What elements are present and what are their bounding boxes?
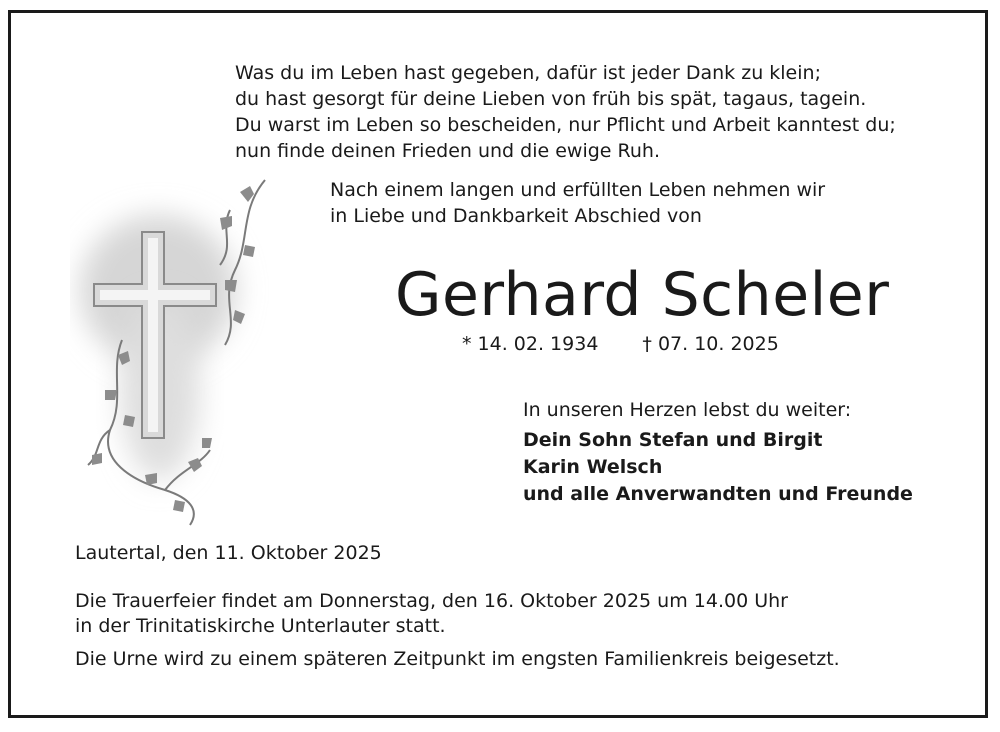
funeral-line: in der Trinitatiskirche Unterlauter statt. <box>75 615 446 637</box>
cross-with-ivy-icon <box>70 170 280 530</box>
intro-line: Nach einem langen und erfüllten Leben nehmen wir <box>330 179 826 201</box>
poem <box>235 60 896 164</box>
life-dates <box>462 330 779 358</box>
place-date: Lautertal, den 11. Oktober 2025 <box>75 542 382 564</box>
death-date: † 07. 10. 2025 <box>642 333 779 355</box>
birth-date: * 14. 02. 1934 <box>462 333 599 355</box>
poem-line: nun finde deinen Frieden und die ewige Ruh. <box>235 140 660 162</box>
mourner-name: Dein Sohn Stefan und Birgit <box>523 429 823 451</box>
funeral-line: Die Trauerfeier findet am Donnerstag, den 16. Oktober 2025 um 14.00 Uhr <box>75 590 788 612</box>
poem-line: Du warst im Leben so bescheiden, nur Pflicht und Arbeit kanntest du; <box>235 114 896 136</box>
mourner-name: Karin Welsch <box>523 456 663 478</box>
farewell-intro <box>330 177 825 229</box>
mourner-name: und alle Anverwandten und Freunde <box>523 483 913 505</box>
poem-line: du hast gesorgt für deine Lieben von früh bis spät, tagaus, tagein. <box>235 88 867 110</box>
deceased-name: Gerhard Scheler <box>395 260 890 330</box>
funeral-info <box>75 589 788 639</box>
poem-line: Was du im Leben hast gegeben, dafür ist jeder Dank zu klein; <box>235 62 821 84</box>
mourners-heading: In unseren Herzen lebst du weiter: <box>523 399 852 421</box>
intro-line: in Liebe und Dankbarkeit Abschied von <box>330 205 702 227</box>
urn-note: Die Urne wird zu einem späteren Zeitpunkt im engsten Familienkreis beigesetzt. <box>75 648 840 670</box>
mourners-list <box>523 427 913 508</box>
